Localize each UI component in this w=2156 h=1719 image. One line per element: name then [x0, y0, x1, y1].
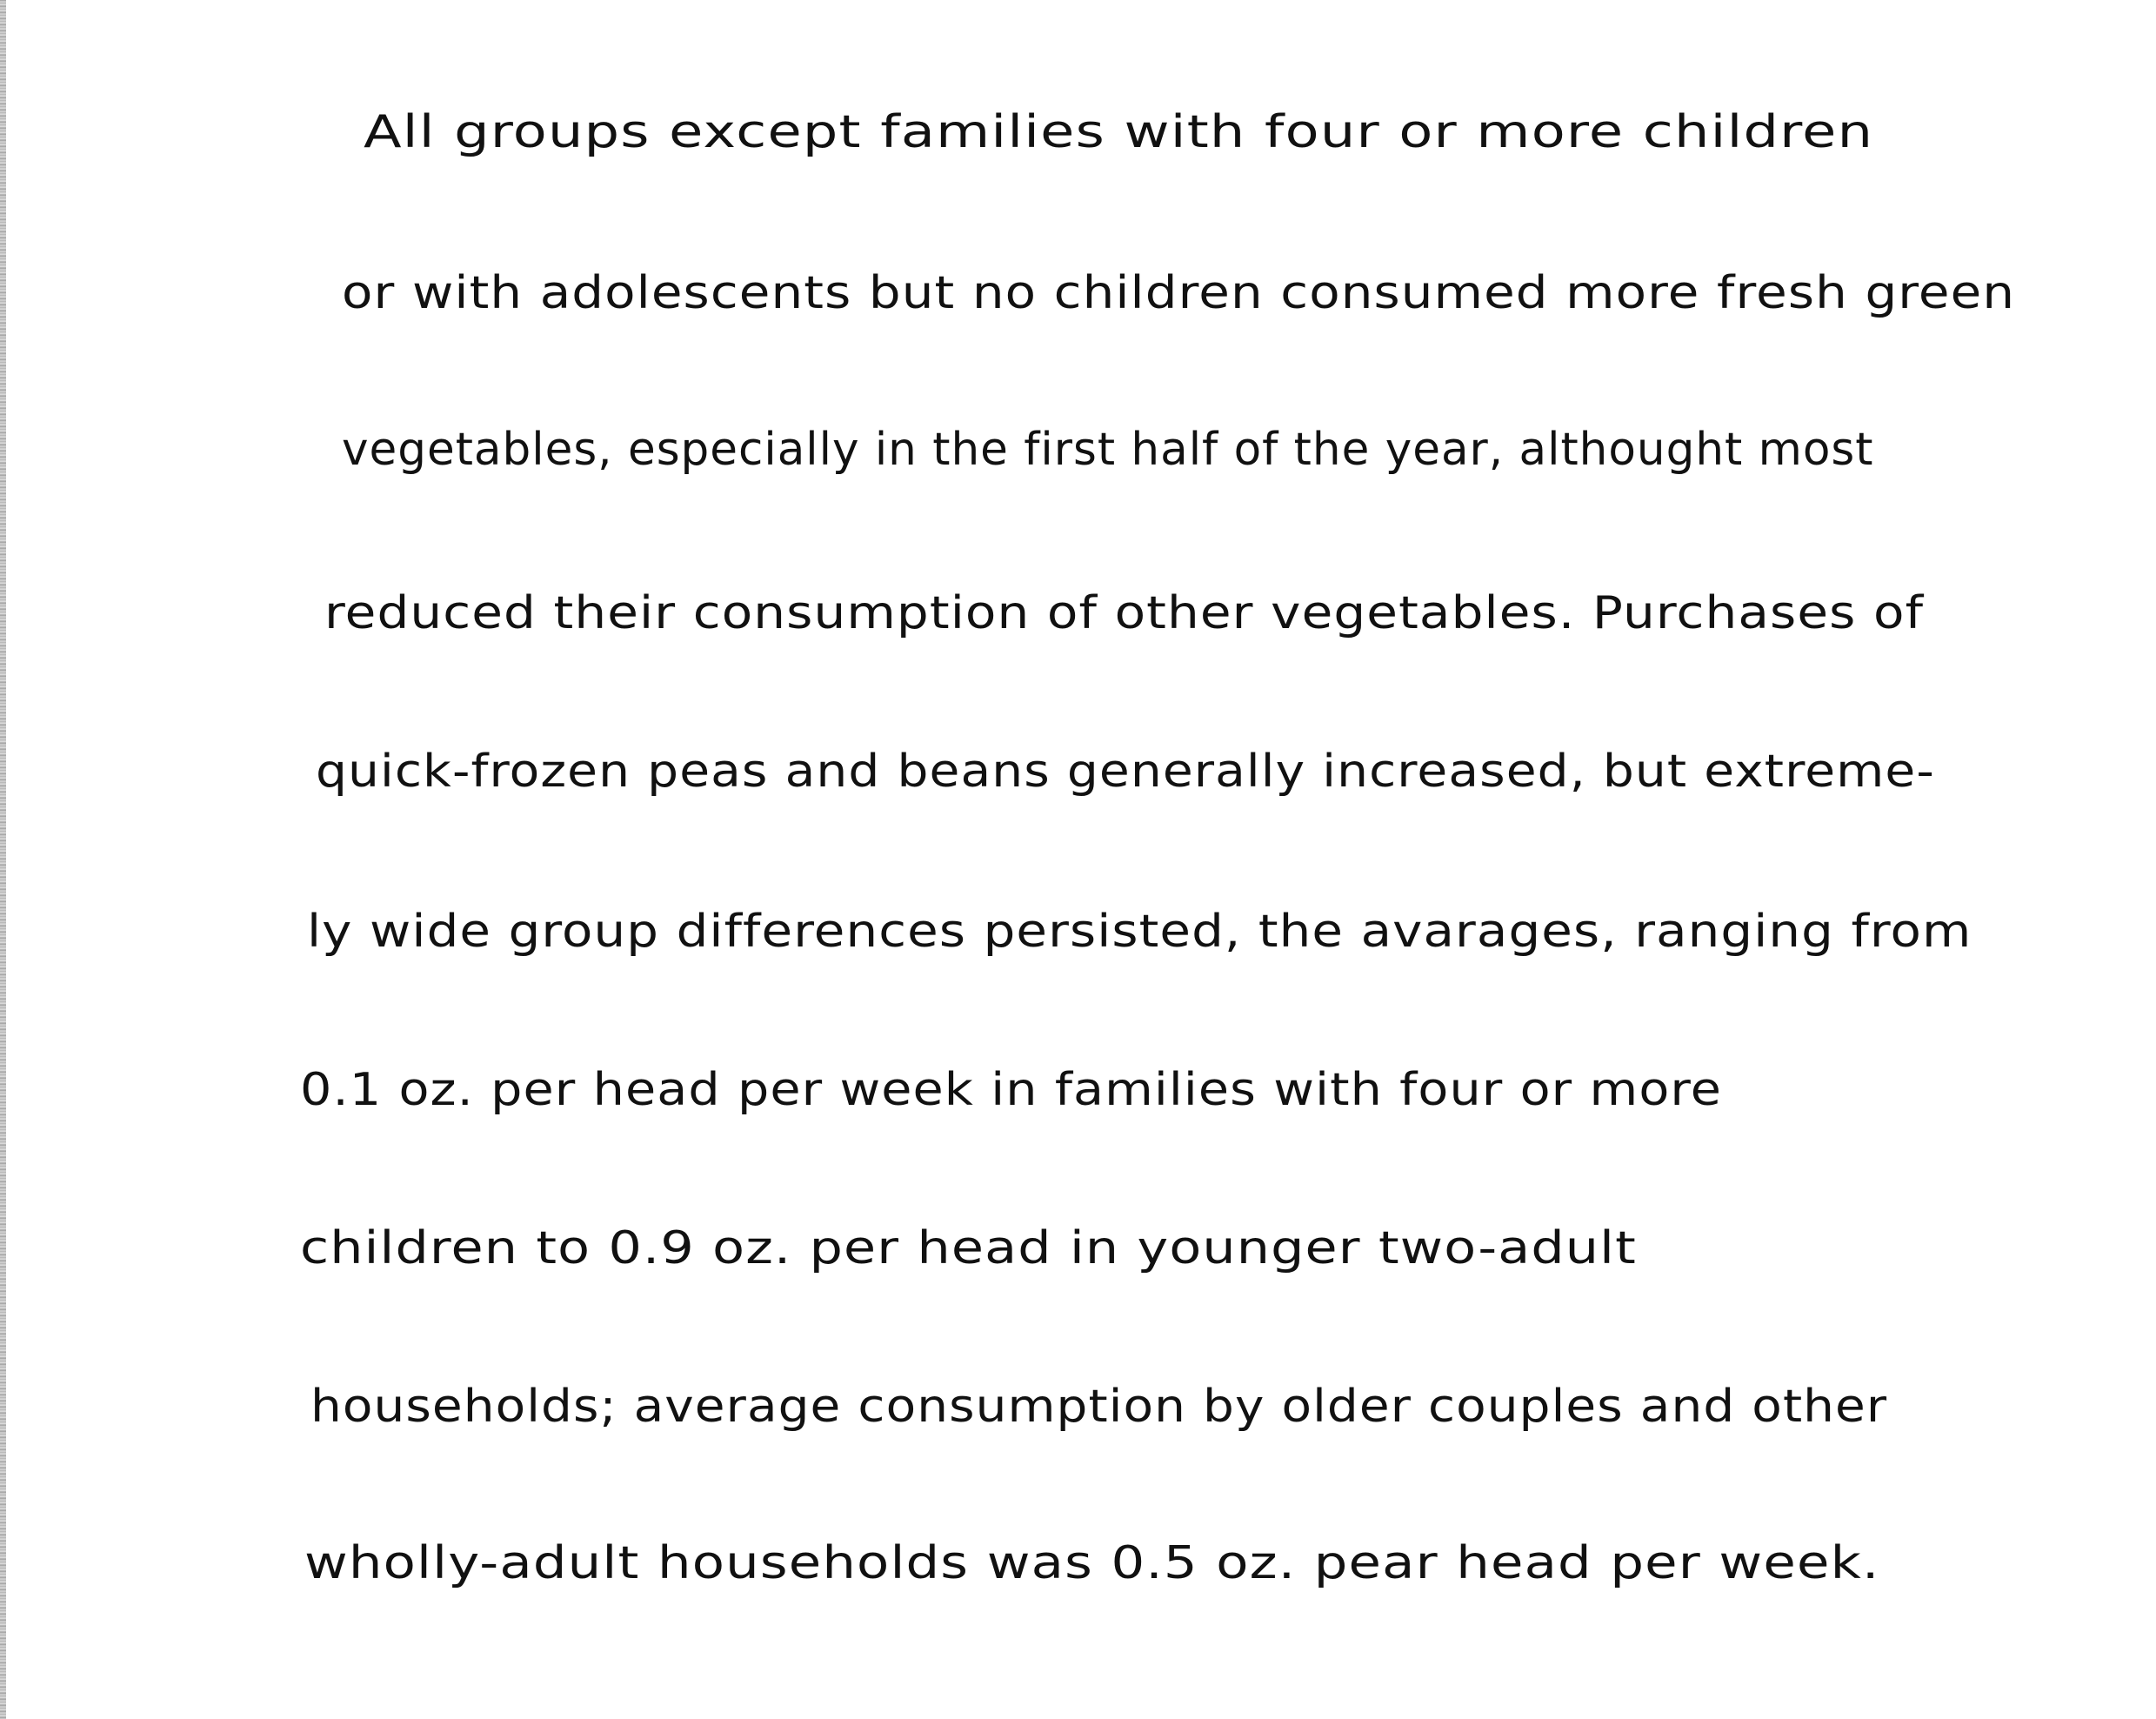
- handwritten-line: vegetables, especially in the first half of the year, althought most: [342, 424, 1874, 476]
- handwritten-line: reduced their consumption of other vegetables. Purchases of: [324, 587, 1925, 639]
- handwritten-line: ly wide group differences persisted, the avarages, ranging from: [307, 906, 1972, 958]
- handwritten-line: quick-frozen peas and beans generally increased, but extreme-: [316, 746, 1935, 798]
- handwritten-line: 0.1 oz. per head per week in families with four or more: [300, 1064, 1722, 1116]
- handwritten-line: households; average consumption by older couples and other: [310, 1381, 1888, 1433]
- handwritten-line: wholly-adult households was 0.5 oz. pear head per week.: [304, 1537, 1880, 1589]
- handwritten-line: children to 0.9 oz. per head in younger two-adult: [300, 1222, 1637, 1274]
- handwritten-line: All groups except families with four or more children: [364, 106, 1874, 158]
- handwritten-line: or with adolescents but no children consumed more fresh green: [342, 267, 2016, 319]
